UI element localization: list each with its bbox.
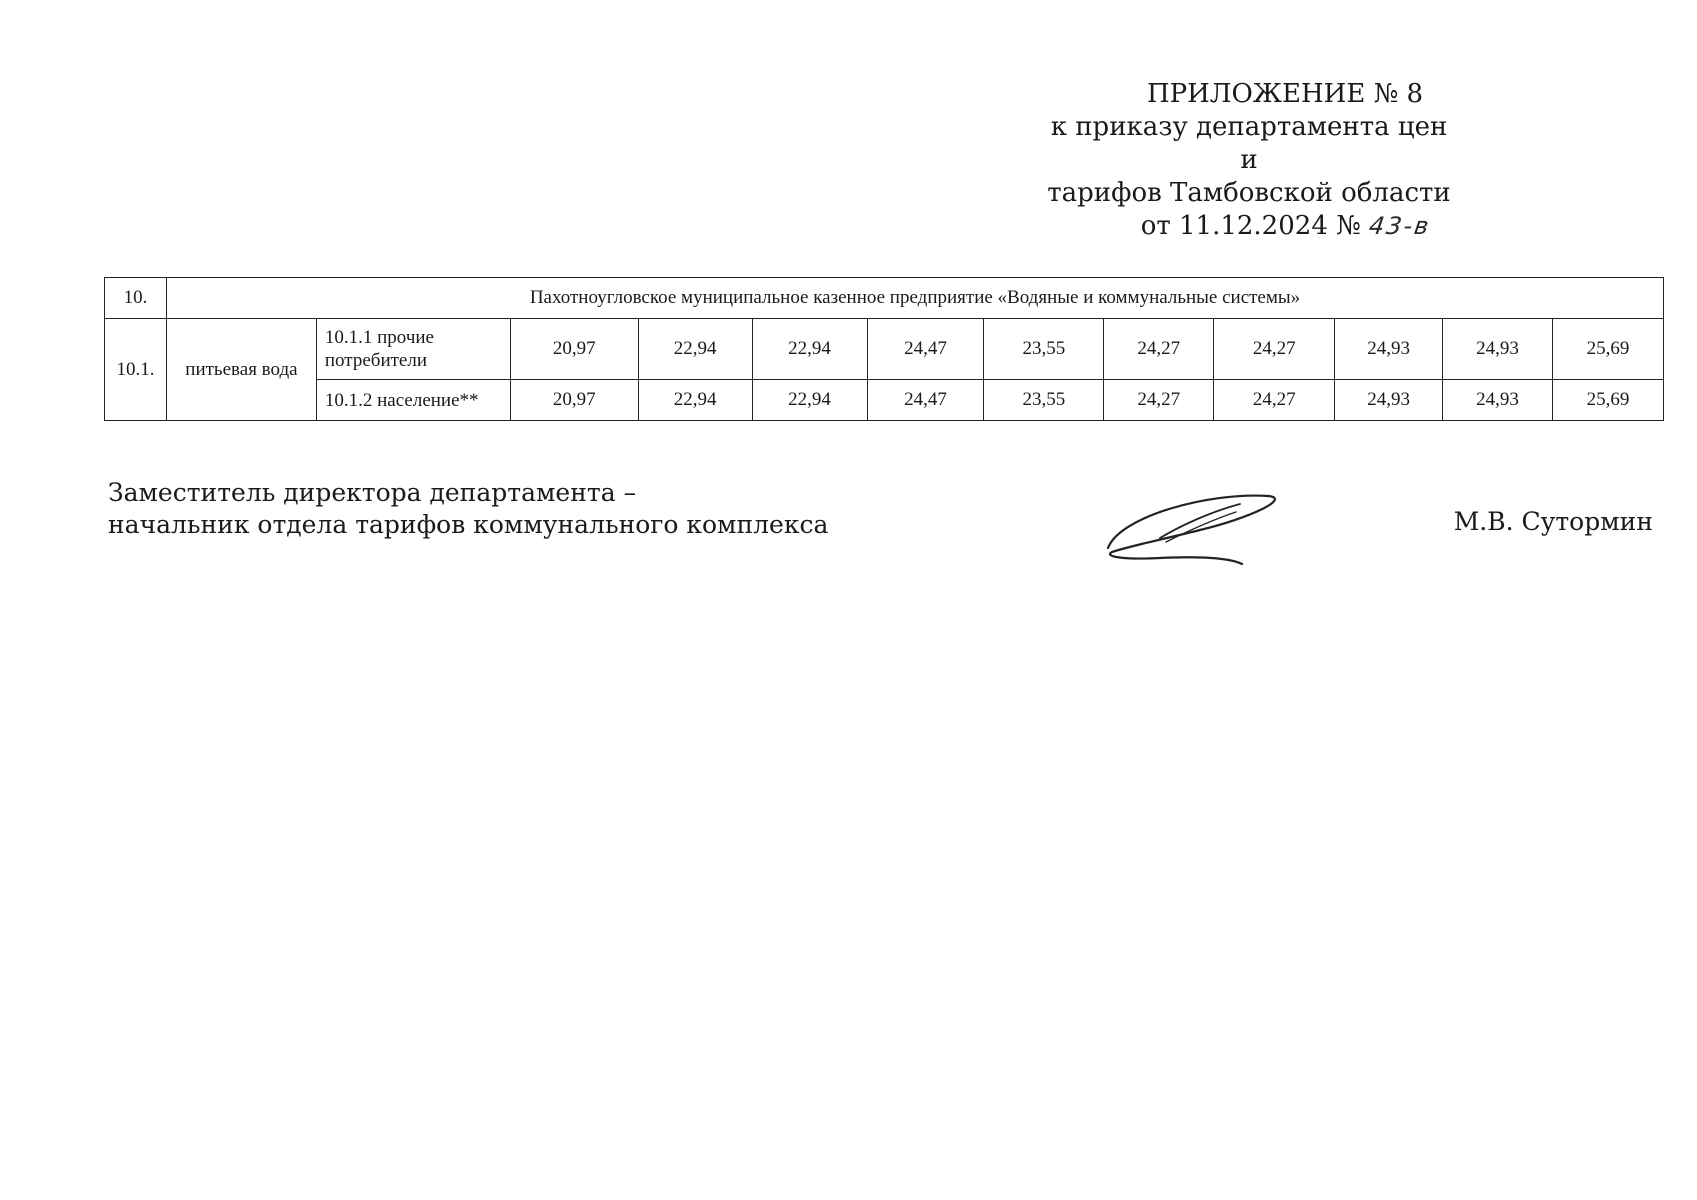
tariff-value: 22,94 xyxy=(638,380,752,421)
order-date-line xyxy=(1039,210,1459,243)
tariff-value: 23,55 xyxy=(984,380,1104,421)
section-number: 10. xyxy=(105,278,167,319)
table-row-organization xyxy=(105,278,1664,319)
signatory-position xyxy=(108,477,828,541)
tariff-value: 24,93 xyxy=(1443,380,1553,421)
tariff-value: 24,27 xyxy=(1104,319,1214,380)
tariff-value: 22,94 xyxy=(638,319,752,380)
position-line-1: Заместитель директора департамента – xyxy=(108,478,637,507)
tariff-value: 24,93 xyxy=(1335,380,1443,421)
tariff-table xyxy=(104,277,1664,421)
tariff-value: 20,97 xyxy=(510,380,638,421)
tariff-value: 23,55 xyxy=(984,319,1104,380)
tariff-value: 24,93 xyxy=(1443,319,1553,380)
subsection-number: 10.1. xyxy=(105,319,167,421)
table-row xyxy=(105,319,1664,380)
tariff-value: 25,69 xyxy=(1552,380,1663,421)
consumer-group-label: 10.1.1 прочие потребители xyxy=(316,319,510,380)
tariff-value: 24,47 xyxy=(867,319,984,380)
organization-name: Пахотноугловское муниципальное казенное предприятие «Водяные и коммунальные системы» xyxy=(166,278,1663,319)
table-row xyxy=(105,380,1664,421)
tariff-value: 22,94 xyxy=(752,319,867,380)
tariff-value: 24,27 xyxy=(1214,380,1335,421)
tariff-value: 24,27 xyxy=(1214,319,1335,380)
tariff-value: 24,47 xyxy=(867,380,984,421)
order-date: от 11.12.2024 № xyxy=(1140,211,1361,241)
position-line-2: начальник отдела тарифов коммунального комплекса xyxy=(108,510,829,539)
tariff-value: 20,97 xyxy=(510,319,638,380)
appendix-subtitle-line1: к приказу департамента цен и xyxy=(1050,112,1448,175)
tariff-value: 22,94 xyxy=(752,380,867,421)
tariff-value: 25,69 xyxy=(1552,319,1663,380)
service-name: питьевая вода xyxy=(166,319,316,421)
handwritten-signature xyxy=(1100,486,1300,576)
tariff-value: 24,93 xyxy=(1335,319,1443,380)
order-number: 43-в xyxy=(1367,212,1433,240)
appendix-title: ПРИЛОЖЕНИЕ № 8 xyxy=(1146,79,1423,109)
consumer-group-label: 10.1.2 население** xyxy=(316,380,510,421)
appendix-subtitle-line2: тарифов Тамбовской области xyxy=(1047,178,1451,208)
tariff-value: 24,27 xyxy=(1104,380,1214,421)
appendix-header xyxy=(1039,78,1459,243)
signatory-name: М.В. Сутормин xyxy=(1453,507,1653,536)
